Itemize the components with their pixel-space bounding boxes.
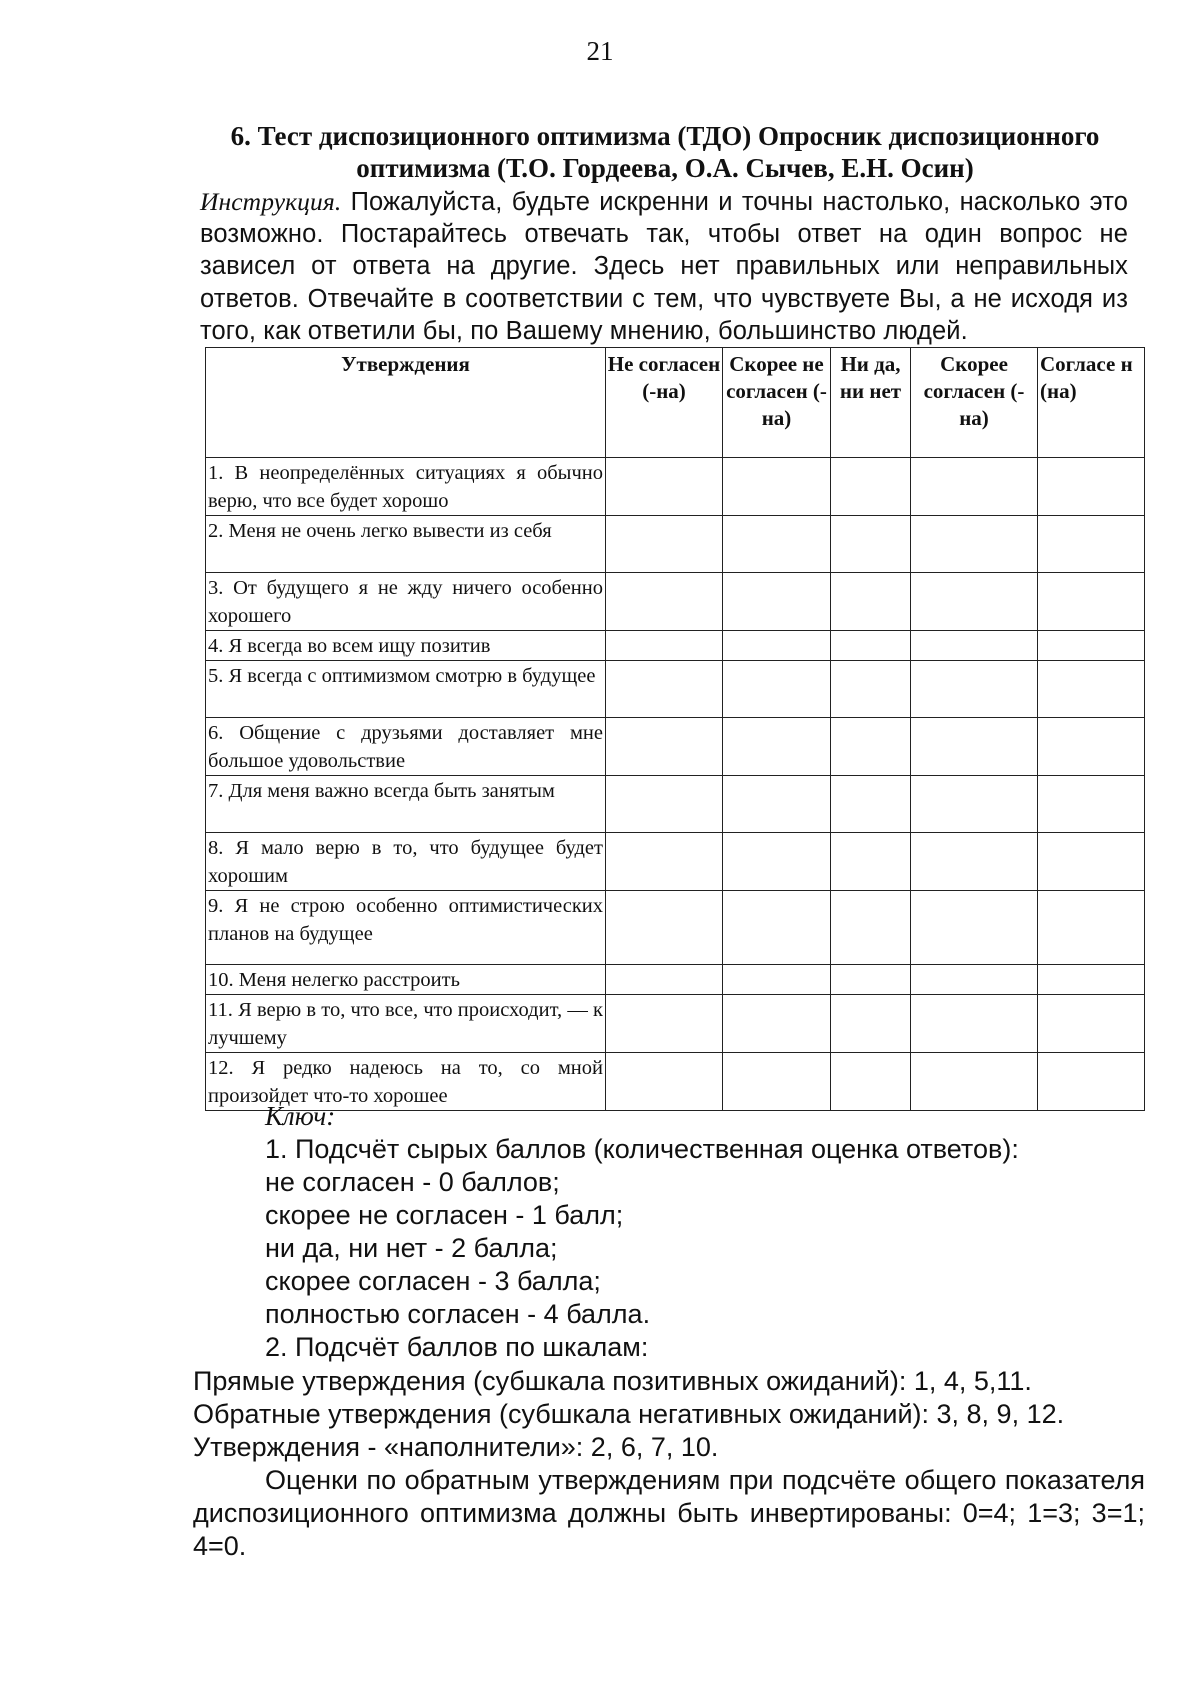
questionnaire-table bbox=[205, 347, 1145, 1111]
statement-cell: 7. Для меня важно всегда быть занятым bbox=[206, 776, 606, 833]
answer-cell[interactable] bbox=[911, 965, 1038, 995]
section-title: 6. Тест диспозиционного оптимизма (ТДО) Опросник диспозиционного оптимизма (Т.О. Гордеева, О.А. Сычев, Е.Н. Осин) bbox=[230, 121, 1100, 183]
statement-cell: 9. Я не строю особенно оптимистических планов на будущее bbox=[206, 891, 606, 965]
answer-cell[interactable] bbox=[606, 516, 723, 573]
header-rather-disagree: Скорее не согласен (-на) bbox=[723, 348, 831, 458]
table-row bbox=[206, 573, 1145, 631]
answer-cell[interactable] bbox=[1038, 833, 1145, 891]
header-rather-agree: Скорее согласен (-на) bbox=[911, 348, 1038, 458]
answer-cell[interactable] bbox=[1038, 1053, 1145, 1111]
answer-cell[interactable] bbox=[606, 833, 723, 891]
statement-cell: 3. От будущего я не жду ничего особенно хорошего bbox=[206, 573, 606, 631]
page-number: 21 bbox=[586, 36, 614, 66]
answer-cell[interactable] bbox=[1038, 776, 1145, 833]
header-statements: Утверждения bbox=[206, 348, 606, 458]
statement-cell: 5. Я всегда с оптимизмом смотрю в будущее bbox=[206, 661, 606, 718]
statement-cell: 1. В неопределённых ситуациях я обычно верю, что все будет хорошо bbox=[206, 458, 606, 516]
scales-section bbox=[193, 1365, 1145, 1563]
answer-cell[interactable] bbox=[606, 458, 723, 516]
answer-cell[interactable] bbox=[606, 776, 723, 833]
answer-cell[interactable] bbox=[831, 776, 911, 833]
answer-cell[interactable] bbox=[723, 995, 831, 1053]
statement-cell: 2. Меня не очень легко вывести из себя bbox=[206, 516, 606, 573]
answer-cell[interactable] bbox=[911, 458, 1038, 516]
answer-cell[interactable] bbox=[1038, 516, 1145, 573]
statement-cell: 10. Меня нелегко расстроить bbox=[206, 965, 606, 995]
answer-cell[interactable] bbox=[911, 573, 1038, 631]
answer-cell[interactable] bbox=[831, 891, 911, 965]
score-item: скорее не согласен - 1 балл; bbox=[265, 1200, 624, 1230]
table-row bbox=[206, 833, 1145, 891]
answer-cell[interactable] bbox=[911, 718, 1038, 776]
table-header-row bbox=[206, 348, 1145, 458]
answer-cell[interactable] bbox=[831, 833, 911, 891]
answer-cell[interactable] bbox=[723, 573, 831, 631]
score-item: скорее согласен - 3 балла; bbox=[265, 1266, 601, 1296]
key-label: Ключ: bbox=[265, 1101, 336, 1131]
answer-cell[interactable] bbox=[723, 833, 831, 891]
statement-cell: 4. Я всегда во всем ищу позитив bbox=[206, 631, 606, 661]
answer-cell[interactable] bbox=[831, 516, 911, 573]
answer-cell[interactable] bbox=[606, 965, 723, 995]
table-row bbox=[206, 516, 1145, 573]
answer-cell[interactable] bbox=[1038, 965, 1145, 995]
inversion-note: Оценки по обратным утверждениям при подсчёте общего показателя диспозиционного оптимизма должны быть инвертированы: 0=4; 1=3; 3=1; 4=0. bbox=[193, 1465, 1145, 1561]
table-row bbox=[206, 891, 1145, 965]
answer-cell[interactable] bbox=[1038, 458, 1145, 516]
header-disagree: Не согласен (-на) bbox=[606, 348, 723, 458]
answer-cell[interactable] bbox=[606, 995, 723, 1053]
reverse-statements: Обратные утверждения (субшкала негативных ожиданий): 3, 8, 9, 12. bbox=[193, 1399, 1065, 1429]
answer-cell[interactable] bbox=[606, 661, 723, 718]
key-step-2: 2. Подсчёт баллов по шкалам: bbox=[265, 1332, 649, 1362]
answer-cell[interactable] bbox=[1038, 718, 1145, 776]
answer-cell[interactable] bbox=[723, 516, 831, 573]
scoring-key bbox=[265, 1100, 1019, 1364]
table-row bbox=[206, 631, 1145, 661]
direct-statements: Прямые утверждения (субшкала позитивных ожиданий): 1, 4, 5,11. bbox=[193, 1366, 1032, 1396]
instruction-paragraph bbox=[200, 186, 1128, 347]
answer-cell[interactable] bbox=[606, 631, 723, 661]
answer-cell[interactable] bbox=[831, 631, 911, 661]
answer-cell[interactable] bbox=[911, 776, 1038, 833]
table-row bbox=[206, 661, 1145, 718]
answer-cell[interactable] bbox=[1038, 661, 1145, 718]
answer-cell[interactable] bbox=[723, 631, 831, 661]
answer-cell[interactable] bbox=[911, 995, 1038, 1053]
table-row bbox=[206, 718, 1145, 776]
answer-cell[interactable] bbox=[911, 661, 1038, 718]
answer-cell[interactable] bbox=[723, 458, 831, 516]
score-item: полностью согласен - 4 балла. bbox=[265, 1299, 651, 1329]
filler-statements: Утверждения - «наполнители»: 2, 6, 7, 10. bbox=[193, 1432, 719, 1462]
answer-cell[interactable] bbox=[831, 573, 911, 631]
answer-cell[interactable] bbox=[1038, 995, 1145, 1053]
answer-cell[interactable] bbox=[606, 718, 723, 776]
answer-cell[interactable] bbox=[911, 833, 1038, 891]
answer-cell[interactable] bbox=[1038, 573, 1145, 631]
answer-cell[interactable] bbox=[723, 718, 831, 776]
table-row bbox=[206, 995, 1145, 1053]
instruction-label: Инструкция. bbox=[200, 187, 342, 216]
statement-cell: 11. Я верю в то, что все, что происходит, — к лучшему bbox=[206, 995, 606, 1053]
score-item: ни да, ни нет - 2 балла; bbox=[265, 1233, 558, 1263]
answer-cell[interactable] bbox=[831, 661, 911, 718]
answer-cell[interactable] bbox=[911, 891, 1038, 965]
score-item: не согласен - 0 баллов; bbox=[265, 1167, 560, 1197]
header-agree: Согласе н (на) bbox=[1038, 348, 1145, 458]
key-step-1: 1. Подсчёт сырых баллов (количественная оценка ответов): bbox=[265, 1134, 1019, 1164]
answer-cell[interactable] bbox=[723, 891, 831, 965]
answer-cell[interactable] bbox=[606, 891, 723, 965]
answer-cell[interactable] bbox=[723, 661, 831, 718]
answer-cell[interactable] bbox=[831, 995, 911, 1053]
answer-cell[interactable] bbox=[911, 631, 1038, 661]
answer-cell[interactable] bbox=[723, 965, 831, 995]
instruction-text: Пожалуйста, будьте искренни и точны настолько, насколько это возможно. Постарайтесь отвечать так, чтобы ответ на один вопрос не зависел от ответа на другие. Здесь нет правильных или неправильных ответов. Отвечайте в соответствии с тем, что чувствуете Вы, а не исходя из того, как ответили бы, по Вашему мнению, большинство людей. bbox=[200, 188, 1128, 345]
table-row bbox=[206, 458, 1145, 516]
statement-cell: 12. Я редко надеюсь на то, со мной произойдет что-то хорошее bbox=[206, 1053, 606, 1111]
header-neutral: Ни да, ни нет bbox=[831, 348, 911, 458]
answer-cell[interactable] bbox=[831, 965, 911, 995]
table-row bbox=[206, 776, 1145, 833]
answer-cell[interactable] bbox=[1038, 631, 1145, 661]
answer-cell[interactable] bbox=[831, 458, 911, 516]
answer-cell[interactable] bbox=[723, 776, 831, 833]
answer-cell[interactable] bbox=[911, 516, 1038, 573]
answer-cell[interactable] bbox=[1038, 891, 1145, 965]
statement-cell: 8. Я мало верю в то, что будущее будет хорошим bbox=[206, 833, 606, 891]
answer-cell[interactable] bbox=[606, 573, 723, 631]
statement-cell: 6. Общение с друзьями доставляет мне большое удовольствие bbox=[206, 718, 606, 776]
table-row bbox=[206, 965, 1145, 995]
answer-cell[interactable] bbox=[831, 718, 911, 776]
